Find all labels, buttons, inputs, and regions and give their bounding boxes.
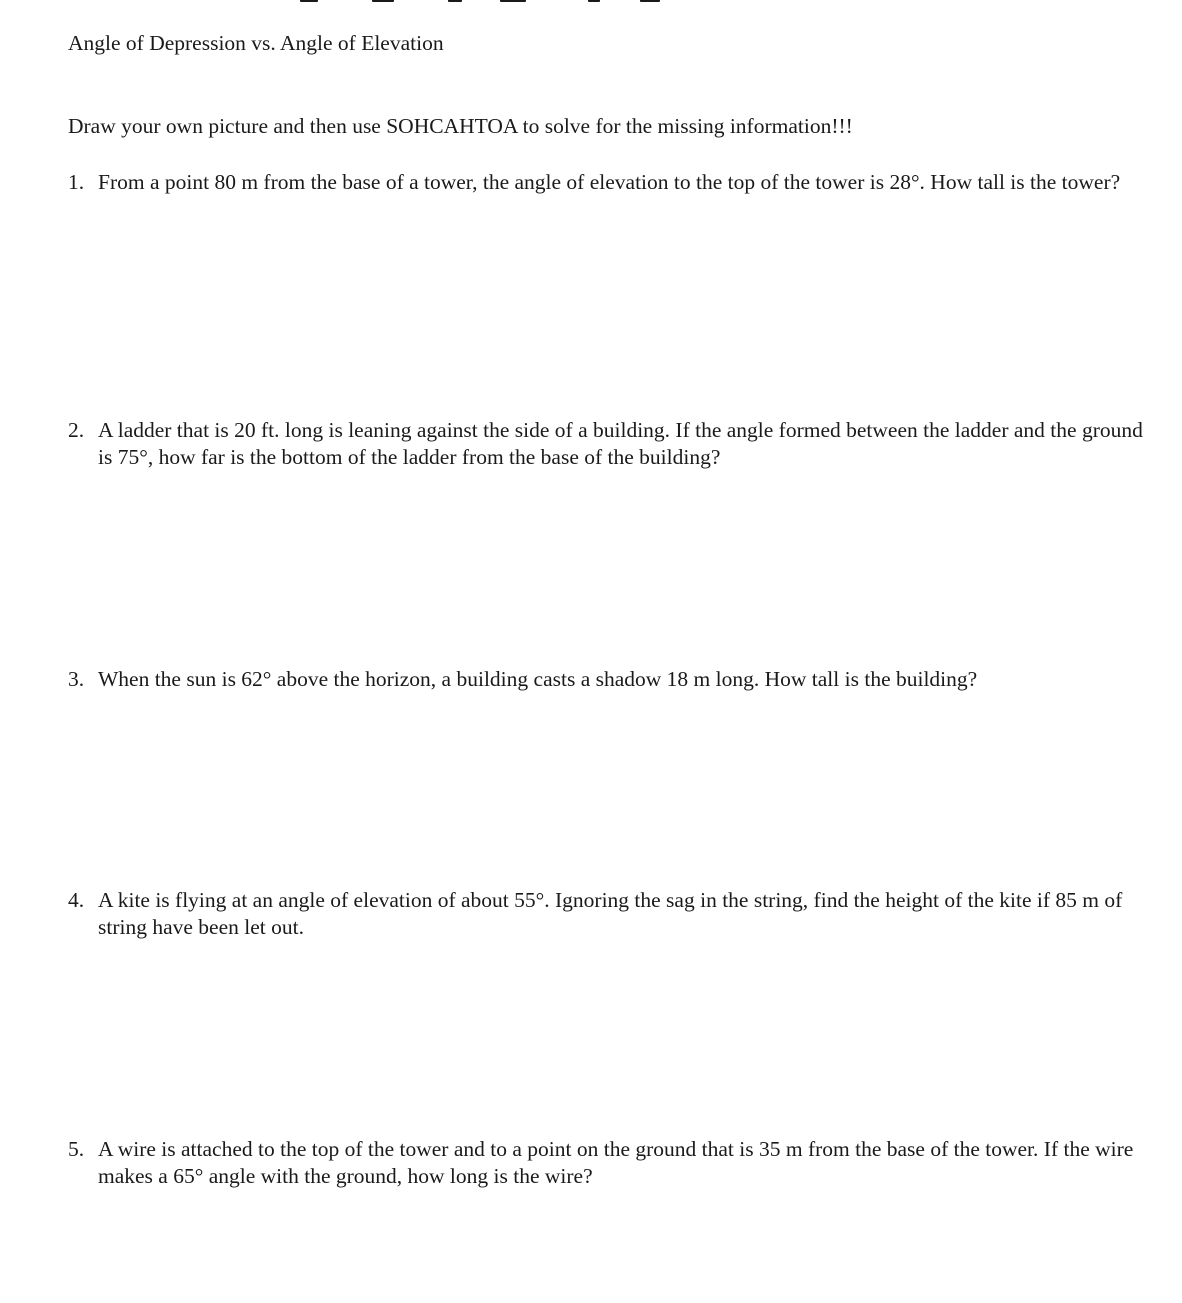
question-4 [68, 887, 1158, 941]
question-number: 2. [68, 418, 85, 442]
cropped-header-remnant [0, 0, 1182, 4]
question-number: 3. [68, 667, 85, 691]
question-1 [68, 169, 1158, 196]
question-text: When the sun is 62° above the horizon, a building casts a shadow 18 m long. How tall is the building? [98, 667, 978, 691]
question-text: From a point 80 m from the base of a tower, the angle of elevation to the top of the tower is 28°. How tall is the tower? [98, 170, 1121, 194]
question-number: 4. [68, 888, 85, 912]
question-text: A ladder that is 20 ft. long is leaning against the side of a building. If the angle formed between the ladder and the ground is 75°, how far is the bottom of the ladder from the base of the building? [98, 418, 1143, 469]
question-number: 1. [68, 170, 85, 194]
question-number: 5. [68, 1137, 85, 1161]
question-2 [68, 417, 1158, 471]
question-5 [68, 1136, 1158, 1190]
question-text: A wire is attached to the top of the tower and to a point on the ground that is 35 m from the base of the tower. If the wire makes a 65° angle with the ground, how long is the wire? [98, 1137, 1134, 1188]
question-3 [68, 666, 1158, 693]
worksheet-title: Angle of Depression vs. Angle of Elevation [68, 31, 444, 55]
instructions-text: Draw your own picture and then use SOHCAHTOA to solve for the missing information!!! [68, 114, 853, 138]
question-text: A kite is flying at an angle of elevation of about 55°. Ignoring the sag in the string, find the height of the kite if 85 m of string have been let out. [98, 888, 1123, 939]
